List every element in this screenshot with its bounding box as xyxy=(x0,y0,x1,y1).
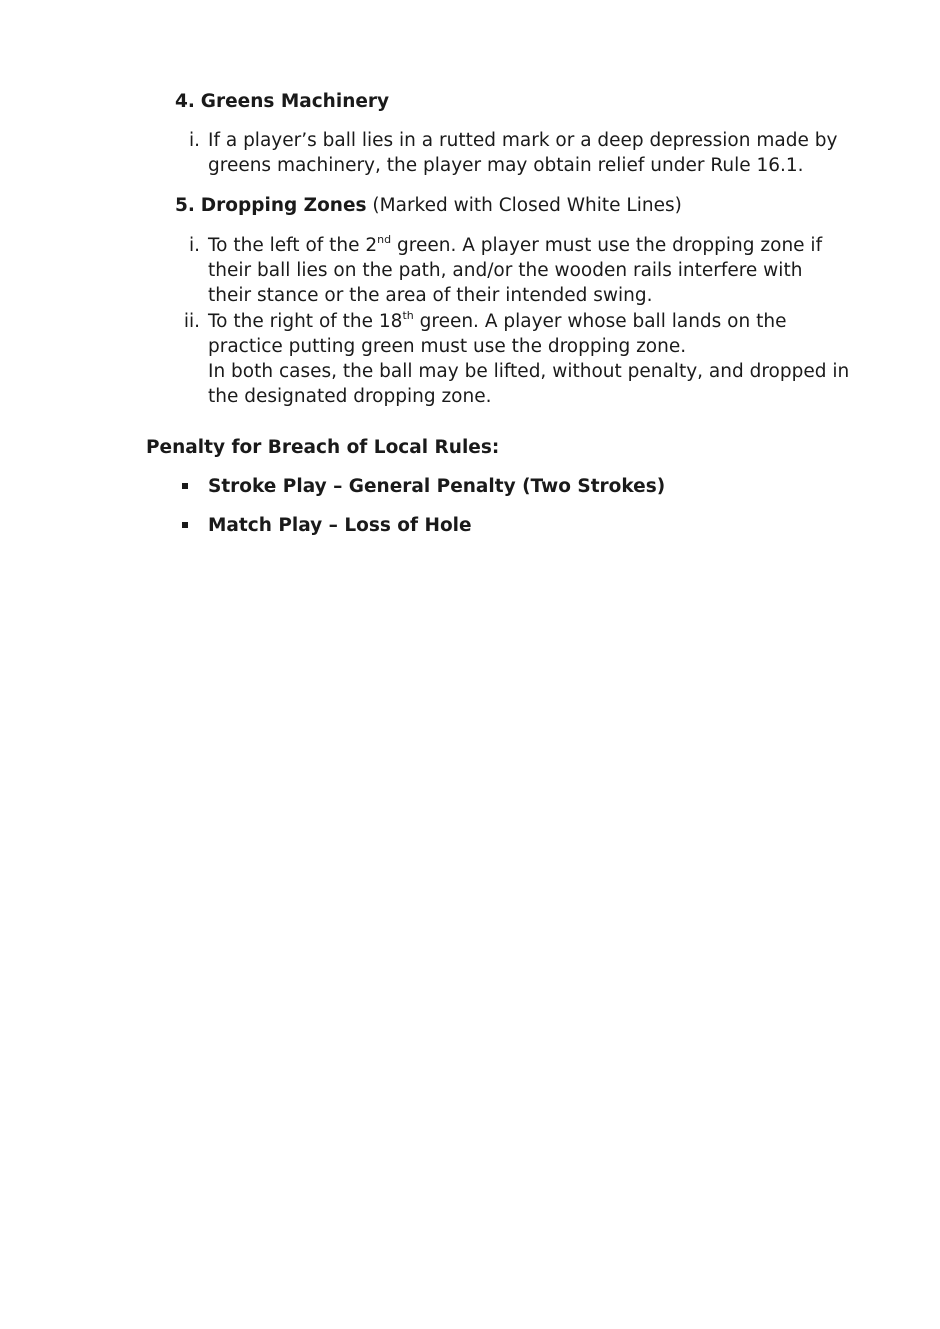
penalty-heading: Penalty for Breach of Local Rules: xyxy=(146,437,500,458)
square-bullet-icon xyxy=(182,483,188,489)
penalty-item: Match Play – Loss of Hole xyxy=(208,515,472,536)
section-4-heading xyxy=(175,89,389,114)
square-bullet-icon xyxy=(182,522,188,528)
item-marker: i. xyxy=(188,235,200,256)
item-marker: ii. xyxy=(183,311,200,332)
text-part: green. A player must use the dropping zone if their ball lies on the path, and/or the wooden rails interfere with their stance or the area of their intended swing. xyxy=(208,235,823,306)
section-number: 4. xyxy=(175,91,195,112)
rule-item-text: If a player’s ball lies in a rutted mark or a deep depression made by greens machinery, the player may obtain relief under Rule 16.1. xyxy=(208,130,838,176)
text-part: To the right of the 18 xyxy=(208,311,403,332)
section-5-heading xyxy=(175,193,682,218)
rule-item-text xyxy=(208,233,836,308)
item-marker: i. xyxy=(188,130,200,151)
rule-continuation-text: In both cases, the ball may be lifted, without penalty, and dropped in the designated dropping zone. xyxy=(208,361,850,407)
text-part: To the left of the 2 xyxy=(208,235,378,256)
ordinal-suffix: nd xyxy=(377,232,392,246)
penalty-item: Stroke Play – General Penalty (Two Strokes) xyxy=(208,476,666,497)
section-note: (Marked with Closed White Lines) xyxy=(372,195,682,216)
rule-item-text xyxy=(208,309,838,359)
section-title: Dropping Zones xyxy=(200,195,367,216)
section-number: 5. xyxy=(175,195,195,216)
ordinal-suffix: th xyxy=(402,308,414,322)
section-title: Greens Machinery xyxy=(200,91,390,112)
text-part: green. A player whose ball lands on the practice putting green must use the dropping zone. xyxy=(208,311,787,357)
